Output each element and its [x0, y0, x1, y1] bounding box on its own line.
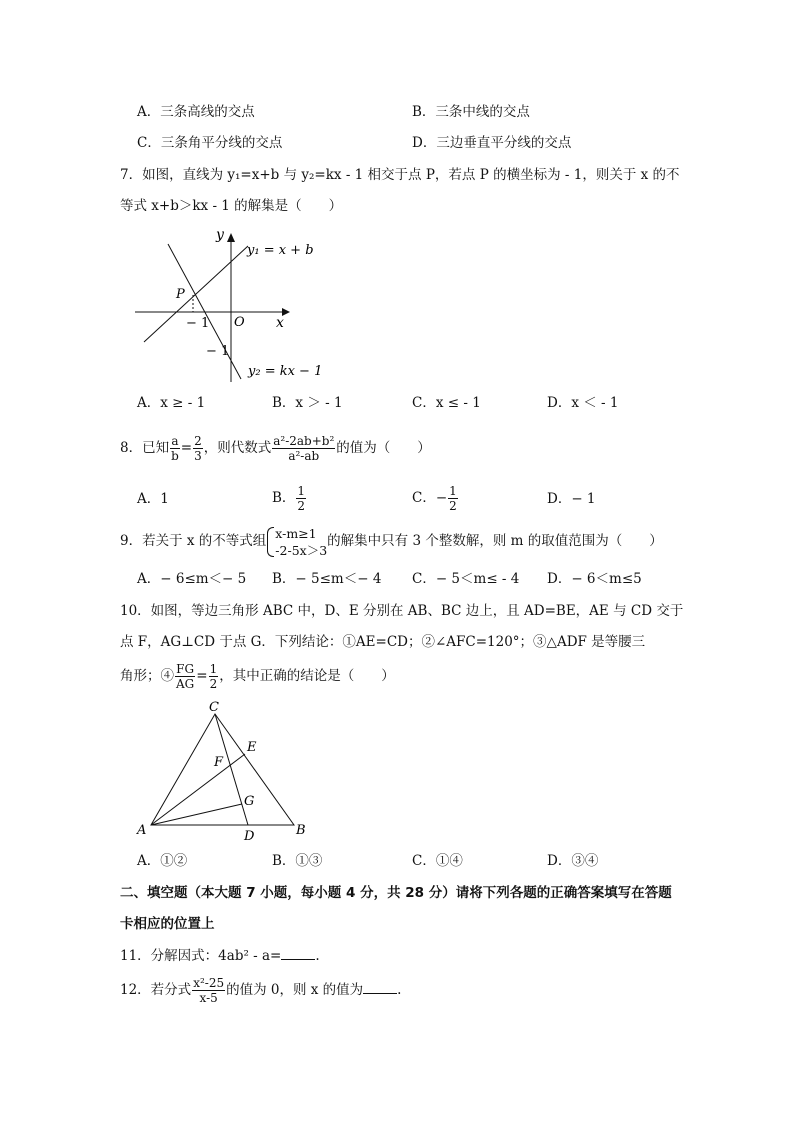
q8-stem	[120, 434, 431, 463]
q8-expression	[272, 434, 335, 463]
q8-option-b	[272, 482, 307, 514]
q9-option-a: A．− 6≤m＜− 5	[137, 571, 247, 587]
q8-mid: ，则代数式	[203, 440, 272, 456]
q8-ratio-b: b	[171, 449, 179, 463]
q7-option-d: D．x ＜ - 1	[547, 395, 619, 411]
q7-stem-line2: 等式 x+b＞kx - 1 的解集是（ ）	[120, 198, 343, 214]
point-p-label: P	[176, 287, 185, 302]
x-tick-label: − 1	[186, 316, 210, 331]
q12-fraction	[192, 976, 225, 1005]
q7-graph-figure	[130, 222, 330, 387]
point-g-label: G	[244, 794, 255, 809]
q8-option-b-num: 1	[297, 484, 306, 498]
q8-ratio-den: 3	[194, 449, 202, 463]
y-axis-label: y	[216, 227, 224, 243]
line-y2-label: y₂ = kx − 1	[248, 364, 323, 379]
q12-end: .	[397, 982, 402, 998]
q8-ratio-num: 2	[194, 434, 202, 448]
vertex-b-label: B	[296, 823, 306, 838]
q8-option-b-frac	[296, 484, 306, 513]
q7-option-c: C．x ≤ - 1	[412, 395, 481, 411]
q8-prefix: 8．已知	[120, 440, 170, 456]
q9-system-line1: x-m≥1	[275, 525, 317, 541]
q10-ag: AG	[176, 677, 195, 691]
y-axis-arrow	[227, 233, 235, 242]
point-d-label: D	[244, 829, 255, 844]
q10-triangle-figure	[135, 700, 315, 845]
q8-option-d: D．− 1	[547, 491, 596, 507]
q11-text: 11．分解因式：4ab² - a=	[120, 948, 282, 964]
q7-option-b: B．x ＞ - 1	[272, 395, 343, 411]
q9-inequality-system	[266, 525, 327, 559]
q8-expr-den: a²-ab	[288, 449, 320, 463]
q8-option-c-prefix: C．−	[412, 490, 448, 506]
q9-prefix: 9．若关于 x 的不等式组	[120, 533, 267, 549]
q8-option-c-frac	[448, 484, 458, 513]
q8-ratio-a: a	[171, 434, 179, 448]
point-e-label: E	[247, 740, 257, 755]
q8-option-c	[412, 482, 459, 514]
q10-fg: FG	[176, 662, 195, 676]
q10-stem-line3	[120, 660, 395, 692]
q8-option-b-den: 2	[297, 499, 306, 513]
q6-option-b: B．三条中线的交点	[412, 104, 530, 120]
q12-prefix: 12．若分式	[120, 982, 192, 998]
point-f-label: F	[214, 755, 224, 770]
q8-option-a: A．1	[137, 491, 169, 507]
vertex-a-label: A	[137, 823, 147, 838]
q10-option-c: C．①④	[412, 853, 463, 869]
q12-answer-blank[interactable]	[363, 979, 397, 994]
x-axis-label: x	[276, 315, 284, 331]
q9-option-b: B．− 5≤m＜− 4	[272, 571, 382, 587]
q12-num: x²-25	[193, 976, 225, 990]
q8-option-c-den: 2	[449, 499, 457, 513]
q10-fg-ag-frac	[175, 662, 195, 691]
q6-option-a: A．三条高线的交点	[137, 104, 255, 120]
q8-option-b-prefix: B．	[272, 490, 296, 506]
q12-stem	[120, 972, 401, 1008]
q10-line3-prefix: 角形；④	[120, 668, 174, 684]
q9-option-c: C．− 5＜m≤ - 4	[412, 571, 520, 587]
q8-equals: =	[180, 440, 193, 456]
q9-stem	[120, 522, 663, 560]
q11-stem	[120, 945, 320, 966]
q10-half-den: 2	[209, 677, 218, 691]
section-2-heading-line1: 二、填空题（本大题 7 小题，每小题 4 分，共 28 分）请将下列各题的正确答案填写在答题	[120, 885, 672, 901]
q9-system-line2: -2-5x＞3	[275, 542, 328, 558]
q8-expr-num: a²-2ab+b²	[273, 434, 335, 448]
section-2-heading-line2: 卡相应的位置上	[120, 916, 215, 932]
q8-ratio-value	[193, 434, 203, 463]
vertex-c-label: C	[209, 700, 219, 715]
q10-equals: =	[196, 668, 208, 684]
q12-den: x-5	[199, 991, 218, 1005]
q11-answer-blank[interactable]	[281, 945, 315, 960]
q10-stem-line1: 10．如图，等边三角形 ABC 中，D、E 分别在 AB、BC 边上，且 AD=BE，AE 与 CD 交于	[120, 603, 684, 619]
q9-suffix: 的解集中只有 3 个整数解，则 m 的取值范围为（ ）	[327, 533, 663, 549]
q7-stem-line1: 7．如图，直线为 y₁=x+b 与 y₂=kx - 1 相交于点 P，若点 P 的横坐标为 - 1，则关于 x 的不	[120, 167, 680, 183]
y-tick-label: − 1	[206, 344, 230, 359]
q6-option-d: D．三边垂直平分线的交点	[412, 135, 572, 151]
q10-option-a: A．①②	[137, 853, 188, 869]
q6-option-c: C．三条角平分线的交点	[137, 135, 283, 151]
q7-option-a: A．x ≥ - 1	[137, 395, 206, 411]
q10-line3-suffix: ，其中正确的结论是（ ）	[219, 668, 395, 684]
q8-ratio-ab	[170, 434, 180, 463]
q10-option-b: B．①③	[272, 853, 323, 869]
q10-half-frac	[209, 662, 219, 691]
q11-end: .	[315, 948, 320, 964]
q12-suffix: 的值为 0，则 x 的值为	[226, 982, 364, 998]
q9-option-d: D．− 6＜m≤5	[547, 571, 642, 587]
origin-label: O	[234, 315, 245, 330]
line-y1-label: y₁ = x + b	[247, 243, 314, 258]
q10-stem-line2: 点 F，AG⊥CD 于点 G．下列结论：①AE=CD；②∠AFC=120°；③△ADF 是等腰三	[120, 634, 646, 650]
q10-option-d: D．③④	[547, 853, 599, 869]
q10-half-num: 1	[209, 662, 218, 676]
q8-option-c-num: 1	[449, 484, 457, 498]
q8-suffix: 的值为（ ）	[336, 440, 431, 456]
